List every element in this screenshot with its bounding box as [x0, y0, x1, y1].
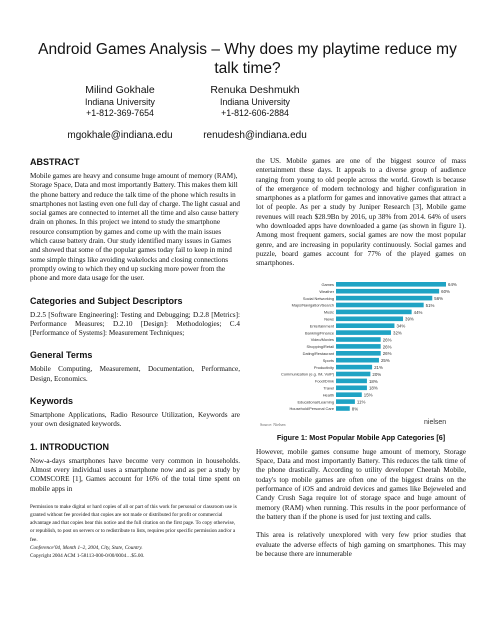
bar-chart	[256, 278, 466, 430]
value-label: 32%	[393, 330, 402, 336]
category-label: Banking/Finance	[305, 329, 334, 335]
author-phone: +1-812-369-7654	[86, 108, 154, 118]
abstract-heading: ABSTRACT	[30, 157, 80, 167]
value-label: 26%	[382, 343, 392, 349]
bar	[336, 371, 370, 376]
bar	[336, 406, 350, 411]
category-label: Productivity	[313, 364, 334, 370]
paper-title: Android Games Analysis – Why does my playtime reduce my talk time?	[38, 41, 457, 77]
bar	[336, 385, 367, 390]
abstract-text: Mobile games are heavy and consume huge amount of memory (RAM), Storage Space, Data and most importantly Battery. This makes them kill the phone battery and reduce the talk time of the phone which results in smartphones not lasting even one full day of charge. The light casual and social games are connected to internet all the time and also cause battery drain on phones. In this project we intend to study the smartphone resource consumption by games and come up with the main issues which cause battery drain. Our study identified many issues in Games and showed that some of the popular games today fail to keep in mind some simple things like avoiding wakelocks and closing connections promptly owing to which they end up sucking more power from the phone and more data usage for the user.	[30, 172, 240, 283]
value-label: 51%	[425, 302, 435, 308]
bar	[336, 282, 446, 287]
left-column	[30, 157, 240, 560]
author-name: Renuka Deshmukh	[210, 84, 300, 96]
bar	[336, 344, 381, 349]
bar	[336, 323, 394, 328]
category-label: Health	[322, 391, 334, 397]
permission-notice: Permission to make digital or hard copies of all or part of this work for personal or classroom use is granted without fee provided that copies are not made or distributed for profit or commercial advantage and that copies bear this notice and the full citation on the first page. To copy otherwise, or republish, to post on servers or to redistribute to lists, requires prior specific permission and/or a fee.	[30, 503, 237, 543]
figure-caption: Figure 1: Most Popular Mobile App Categories [6]	[276, 432, 446, 442]
category-label: Communication (e.g. IM, VoIP)	[281, 371, 334, 377]
body-paragraph: This area is relatively unexplored with very few prior studies that evaluate the adverse effects of high gaming on smartphones. This may be because there are innumerable	[256, 531, 466, 558]
author-phone: +1-812-606-2884	[221, 108, 289, 118]
bar	[336, 316, 403, 321]
body-paragraph: However, mobile games consume huge amount of memory, Storage Space, Data and most importantly Battery. This reduces the talk time of the phone drastically. According to utility developer Cheetah Mobile, today's top mobile games are often one of the biggest drains on the performance of iOS and android devices and games like Bejeweled and Candy Crush Saga require lot of storage space and huge amount of memory (RAM) when running. This results in the poor performance of the battery than if the phone is used for just texting and calls.	[256, 447, 466, 521]
bar	[336, 378, 367, 383]
category-label: Maps/Navigation/Search	[291, 302, 334, 308]
value-label: 21%	[374, 364, 383, 370]
value-label: 26%	[382, 350, 392, 356]
value-label: 18%	[368, 385, 378, 391]
value-label: 60%	[441, 288, 450, 294]
bar	[336, 288, 439, 293]
value-label: 44%	[413, 309, 423, 315]
figure-source: Source: Nielsen	[260, 421, 286, 427]
bar	[336, 337, 381, 342]
category-label: Social Networking	[302, 295, 334, 301]
category-label: Entertainment	[309, 322, 334, 328]
bar	[336, 302, 424, 307]
right-column	[256, 157, 466, 568]
category-label: Weather	[319, 288, 334, 294]
figure-1	[256, 278, 466, 430]
value-label: 8%	[351, 405, 359, 411]
bar	[336, 330, 391, 335]
value-label: 18%	[368, 378, 378, 384]
bar	[336, 351, 381, 356]
value-label: 64%	[448, 281, 457, 287]
author-email[interactable]: mgokhale@indiana.edu	[67, 130, 173, 141]
bar	[336, 357, 379, 362]
category-label: Shopping/Retail	[306, 343, 334, 349]
general-terms-heading: General Terms	[30, 350, 93, 361]
introduction-heading: 1. INTRODUCTION	[30, 441, 110, 452]
category-label: Sports	[322, 357, 334, 363]
author-affiliation: Indiana University	[85, 97, 155, 107]
category-label: Travel	[323, 385, 334, 391]
category-label: Household/Personal Care	[289, 405, 334, 411]
introduction-text: Now-a-days smartphones have become very common in households. Almost every individual uses a smartphone now and as per a study by COMSCORE [1], Games account for 16% of the total time spent on mobile apps in	[30, 456, 240, 493]
author-block-1	[60, 84, 180, 142]
author-name: Milind Gokhale	[85, 84, 155, 96]
nielsen-logo: nielsen	[424, 418, 447, 426]
bar	[336, 364, 372, 369]
bar	[336, 392, 362, 397]
categories-text: D.2.5 [Software Engineering]: Testing and Debugging; D.2.8 [Metrics]: Performance Measures; D.2.10 [Design]: Methodologies; C.4 [Performance of Systems]: Measurement Techniques;	[30, 310, 240, 338]
category-label: Games	[321, 281, 334, 287]
copyright-line: Copyright 2004 ACM 1-58113-000-0/00/0004…$5.00.	[30, 553, 145, 560]
value-label: 34%	[396, 323, 406, 329]
author-block-2	[190, 84, 320, 142]
category-label: Food/Drink	[314, 378, 334, 384]
category-label: News	[324, 316, 334, 322]
keywords-text: Smartphone Applications, Radio Resource Utilization, Keywords are your own designated keywords.	[30, 411, 240, 429]
bar	[336, 309, 412, 314]
category-label: Video/Movies	[310, 336, 334, 342]
conference-line: Conference'04, Month 1–2, 2004, City, State, Country.	[30, 544, 143, 551]
value-label: 15%	[363, 392, 373, 398]
bar	[336, 295, 432, 300]
bar	[336, 399, 355, 404]
value-label: 39%	[405, 316, 414, 322]
category-label: Dating/Restaurant	[302, 350, 334, 356]
value-label: 56%	[434, 295, 444, 301]
category-label: Educational/Learning	[297, 398, 334, 404]
value-label: 26%	[382, 336, 392, 342]
value-label: 25%	[380, 357, 390, 363]
body-paragraph: the US. Mobile games are one of the biggest source of mass entertainment these days. It appeals to a diverse group of audience ranging from young to old people across the world. Growth is because of the emergence of modern technology and higher configuration in smartphones as a platform for games and innovative games that attract a lot of people. As per a study by Juniper Research [3], Mobile game revenues will reach $28.9Bn by 2016, up 38% from 2014. 64% of users who downloaded apps have downloaded a game (as shown in figure 1). Among most frequent gamers, social games are now the most popular genre, and are increasing in popularity continuously. Social games and puzzle, board games account for 77% of the played games on smartphones.	[256, 157, 466, 268]
keywords-heading: Keywords	[30, 396, 74, 407]
author-email[interactable]: renudesh@indiana.edu	[203, 130, 307, 141]
category-label: Music	[323, 309, 334, 315]
author-affiliation: Indiana University	[220, 97, 290, 107]
categories-heading: Categories and Subject Descriptors	[30, 295, 183, 306]
general-terms-text: Mobile Computing, Measurement, Documentation, Performance, Design, Economics.	[30, 365, 240, 383]
value-label: 11%	[356, 399, 366, 405]
value-label: 20%	[372, 371, 382, 377]
